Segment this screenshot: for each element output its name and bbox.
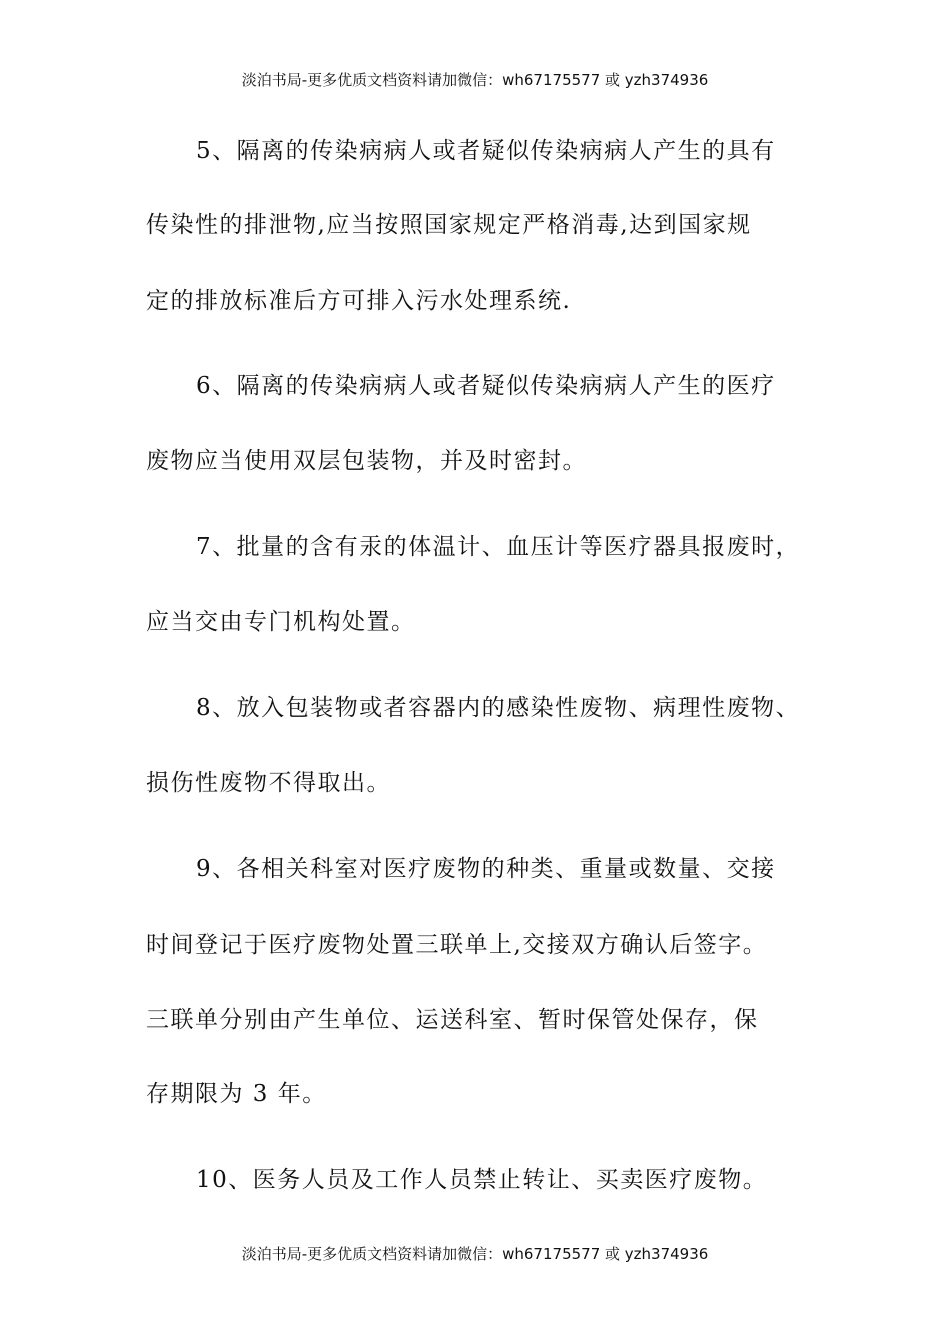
paragraph-9-line-4: 存期限为 3 年。 xyxy=(146,1081,327,1107)
paragraph-5-line-3: 定的排放标准后方可排入污水处理系统. xyxy=(146,288,572,314)
header-watermark: 淡泊书局-更多优质文档资料请加微信：wh67175577 或 yzh374936 xyxy=(241,71,709,89)
paragraph-9-line-2: 时间登记于医疗废物处置三联单上,交接双方确认后签字。 xyxy=(146,932,768,958)
paragraph-8-line-2: 损伤性废物不得取出。 xyxy=(146,770,391,796)
paragraph-5-line-1: 5、隔离的传染病病人或者疑似传染病病人产生的具有 xyxy=(196,138,776,164)
paragraph-6-line-1: 6、隔离的传染病病人或者疑似传染病病人产生的医疗 xyxy=(196,373,776,399)
paragraph-9-line-3: 三联单分别由产生单位、运送科室、暂时保管处保存，保 xyxy=(146,1007,759,1033)
paragraph-5-line-2: 传染性的排泄物,应当按照国家规定严格消毒,达到国家规 xyxy=(146,212,752,238)
paragraph-6-line-2: 废物应当使用双层包装物，并及时密封。 xyxy=(146,448,587,474)
paragraph-7-line-2: 应当交由专门机构处置。 xyxy=(146,609,416,635)
paragraph-9-line-1: 9、各相关科室对医疗废物的种类、重量或数量、交接 xyxy=(196,856,776,882)
paragraph-7-line-1: 7、批量的含有汞的体温计、血压计等医疗器具报废时， xyxy=(196,534,801,560)
paragraph-8-line-1: 8、放入包装物或者容器内的感染性废物、病理性废物、 xyxy=(196,695,801,721)
footer-watermark: 淡泊书局-更多优质文档资料请加微信：wh67175577 或 yzh374936 xyxy=(241,1245,709,1263)
paragraph-10-line-1: 10、医务人员及工作人员禁止转让、买卖医疗废物。 xyxy=(196,1167,768,1193)
